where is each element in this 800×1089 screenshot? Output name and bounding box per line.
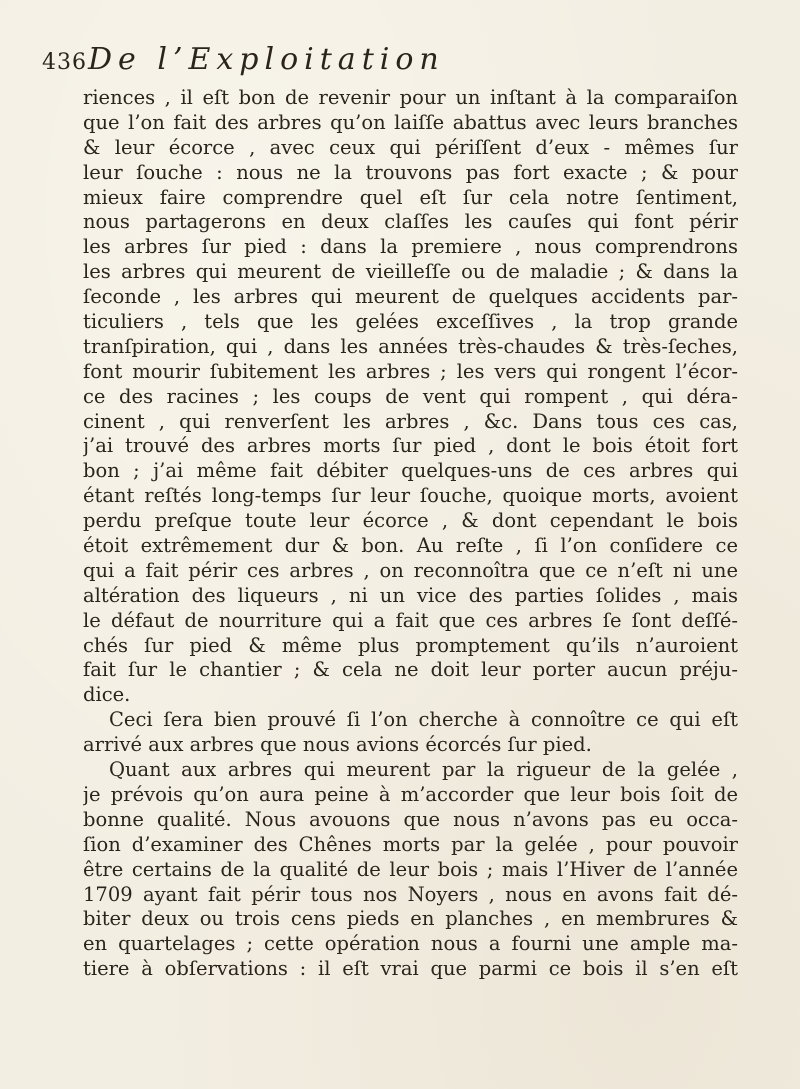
text-line: Ceci ſera bien prouvé ſi l’on cherche à connoître ce qui eſt — [109, 708, 738, 732]
text-line: cinent , qui renverſent les arbres , &c. Dans tous ces cas, — [83, 409, 738, 433]
text-line: & leur écorce , avec ceux qui périſſent d’eux - mêmes ſur — [83, 135, 738, 159]
running-title: De l’Exploitation — [88, 42, 445, 77]
text-line: ce des racines ; les coups de vent qui rompent , qui déra- — [83, 384, 738, 408]
page-header — [42, 40, 732, 82]
text-line: font mourir ſubitement les arbres ; les vers qui rongent l’écor- — [83, 359, 738, 383]
text-line: les arbres qui meurent de vieilleſſe ou de maladie ; & dans la — [83, 260, 738, 284]
text-line: étoit extrêmement dur & bon. Au reſte , ſi l’on conſidere ce — [83, 534, 738, 558]
text-line: bonne qualité. Nous avouons que nous n’avons pas eu occa- — [83, 807, 738, 831]
text-line: fait ſur le chantier ; & cela ne doit leur porter aucun préju- — [83, 658, 738, 682]
text-line: leur ſouche : nous ne la trouvons pas fort exacte ; & pour — [83, 160, 738, 184]
text-line: que l’on fait des arbres qu’on laiſſe abattus avec leurs branches — [83, 110, 738, 134]
text-line: le défaut de nourriture qui a fait que ces arbres ſe ſont deſſé- — [83, 608, 738, 632]
text-line: tranſpiration, qui , dans les années très-chaudes & très-ſeches, — [83, 334, 738, 358]
text-line: mieux faire comprendre quel eſt ſur cela notre ſentiment, — [83, 185, 738, 209]
text-line: bon ; j’ai même fait débiter quelques-uns de ces arbres qui — [83, 459, 738, 483]
text-line: ticuliers , tels que les gelées exceſſives , la trop grande — [83, 310, 738, 334]
text-line: Quant aux arbres qui meurent par la rigueur de la gelée , — [109, 758, 738, 782]
text-line: chés ſur pied & même plus promptement qu’ils n’auroient — [83, 633, 738, 657]
page-number: 436 — [42, 50, 87, 75]
text-line: les arbres ſur pied : dans la premiere , nous comprendrons — [83, 235, 738, 259]
text-line: être certains de la qualité de leur bois ; mais l’Hiver de l’année — [83, 857, 738, 881]
body-text — [83, 86, 738, 982]
text-line: qui a fait périr ces arbres , on reconnoîtra que ce n’eſt ni une — [83, 558, 738, 582]
text-line: dice. — [83, 683, 131, 707]
text-line: tiere à obſervations : il eſt vrai que parmi ce bois il s’en eſt — [83, 957, 738, 981]
text-line: ſeconde , les arbres qui meurent de quelques accidents par- — [83, 285, 738, 309]
text-line: ſion d’examiner des Chênes morts par la gelée , pour pouvoir — [83, 832, 738, 856]
text-line: 1709 ayant fait périr tous nos Noyers , nous en avons fait dé- — [83, 882, 738, 906]
text-line: perdu preſque toute leur écorce , & dont cependant le bois — [83, 509, 738, 533]
text-line: riences , il eſt bon de revenir pour un inſtant à la comparaiſon — [83, 86, 738, 109]
text-line: altération des liqueurs , ni un vice des parties ſolides , mais — [83, 583, 738, 607]
text-line: je prévois qu’on aura peine à m’accorder que leur bois ſoit de — [83, 782, 738, 806]
text-line: biter deux ou trois cens pieds en planches , en membrures & — [83, 907, 738, 931]
text-line: j’ai trouvé des arbres morts ſur pied , dont le bois étoit fort — [83, 434, 738, 458]
text-line: étant reſtés long-temps ſur leur ſouche, quoique morts, avoient — [83, 484, 738, 508]
text-line: en quartelages ; cette opération nous a fourni une ample ma- — [83, 932, 738, 956]
text-line: arrivé aux arbres que nous avions écorcés ſur pied. — [83, 733, 592, 757]
text-line: nous partagerons en deux claſſes les cauſes qui font périr — [83, 210, 738, 234]
